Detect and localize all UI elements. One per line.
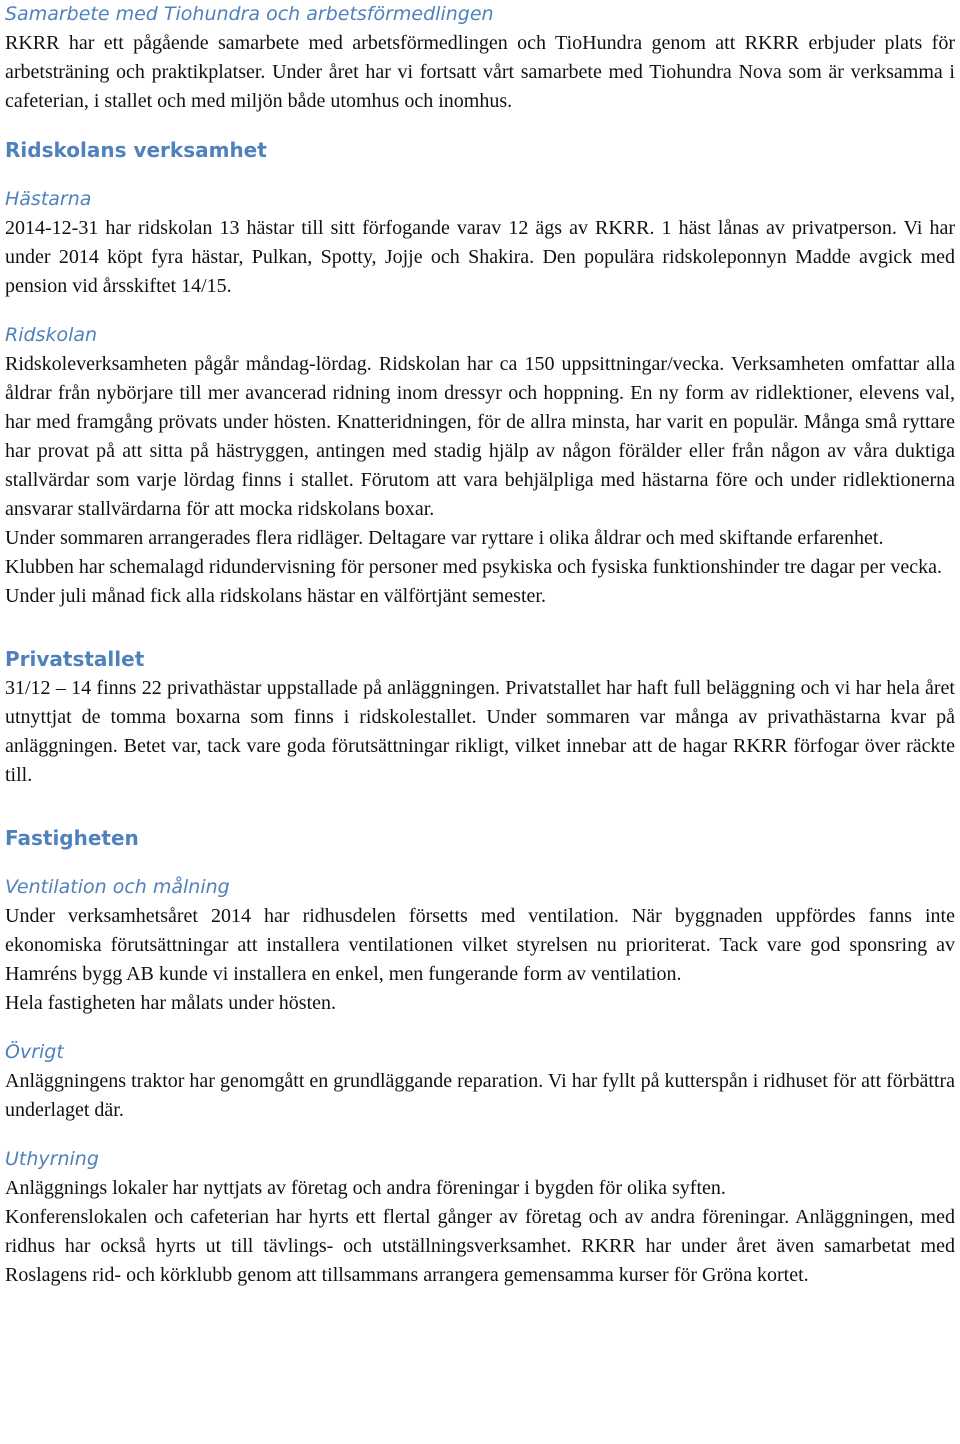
ventilation-heading: Ventilation och målning [5, 876, 230, 898]
ridskolan-paragraph-2: Under sommaren arrangerades flera ridläger. Deltagare var ryttare i olika åldrar och med skiftande erfarenhet. [5, 527, 884, 549]
samarbete-paragraph: RKRR har ett pågående samarbete med arbetsförmedlingen och TioHundra genom att RKRR erbjuder plats för arbetsträning och praktikplatser. Under året har vi fortsatt vårt samarbete med Tiohundra Nova som är verksamma i cafeterian, i stallet och med miljön både utomhus och inomhus. [5, 32, 955, 112]
samarbete-heading: Samarbete med Tiohundra och arbetsförmedlingen [5, 3, 494, 25]
uthyrning-heading: Uthyrning [5, 1148, 99, 1170]
hastarna-heading: Hästarna [5, 188, 92, 210]
ovrigt-paragraph: Anläggningens traktor har genomgått en grundläggande reparation. Vi har fyllt på kutterspån i ridhuset för att förbättra underlaget där. [5, 1070, 955, 1121]
uthyrning-paragraph-1: Anläggnings lokaler har nyttjats av företag och andra föreningar i bygden för olika syften. [5, 1177, 726, 1199]
document-page [5, 0, 955, 1290]
uthyrning-paragraph-2: Konferenslokalen och cafeterian har hyrts ett flertal gånger av företag och av andra föreningar. Anläggningen, med ridhus har också hyrts ut till tävlings- och utställningsverksamhet. RKRR har under året även samarbetat med Roslagens rid- och körklubb genom att tillsammans arrangera gemensamma kurser för Gröna kortet. [5, 1206, 955, 1286]
privatstallet-heading: Privatstallet [5, 647, 145, 671]
fastigheten-heading: Fastigheten [5, 826, 139, 850]
ridskolan-paragraph-1: Ridskoleverksamheten pågår måndag-lördag. Ridskolan har ca 150 uppsittningar/vecka. Verksamheten omfattar alla åldrar från nybörjare till mer avancerad ridning inom dressyr och hoppning. En ny form av ridlektioner, elevens val, har med framgång prövats under hösten. Knatteridningen, för de allra minsta, har varit en populär. Många små ryttare har provat på att sitta på hästryggen, antingen med stadig hjälp av någon förälder eller från någon av våra duktiga stallvärdar som varje lördag finns i stallet. Förutom att vara behjälpliga med hästarna före och under ridlektionerna ansvarar stallvärdarna för att mocka ridskolans boxar. [5, 353, 955, 520]
ventilation-paragraph-1: Under verksamhetsåret 2014 har ridhusdelen försetts med ventilation. När byggnaden uppfördes fanns inte ekonomiska förutsättningar att installera ventilationen vilket styrelsen nu prioriterat. Tack vare god sponsring av Hamréns bygg AB kunde vi installera en enkel, men fungerande form av ventilation. [5, 905, 955, 985]
ridskolan-heading: Ridskolan [5, 324, 98, 346]
ridskolans-verksamhet-heading: Ridskolans verksamhet [5, 138, 267, 162]
privatstallet-paragraph: 31/12 – 14 finns 22 privathästar uppstallade på anläggningen. Privatstallet har haft full beläggning och vi har hela året utnyttjat de tomma boxarna som finns i ridskolestallet. Under sommaren var många av privathästarna kvar på anläggningen. Betet var, tack vare goda förutsättningar rikligt, vilket innebar att de hagar RKRR förfogar över räckte till. [5, 677, 955, 786]
ridskolan-paragraph-3: Klubben har schemalagd ridundervisning för personer med psykiska och fysiska funktionshinder tre dagar per vecka. [5, 556, 942, 578]
ovrigt-heading: Övrigt [5, 1041, 64, 1063]
ventilation-paragraph-2: Hela fastigheten har målats under hösten. [5, 992, 336, 1014]
ridskolan-paragraph-4: Under juli månad fick alla ridskolans hästar en välförtjänt semester. [5, 585, 546, 607]
hastarna-paragraph: 2014-12-31 har ridskolan 13 hästar till sitt förfogande varav 12 ägs av RKRR. 1 häst lånas av privatperson. Vi har under 2014 köpt fyra hästar, Pulkan, Spotty, Jojje och Shakira. Den populära ridskoleponnyn Madde avgick med pension vid årsskiftet 14/15. [5, 217, 955, 297]
